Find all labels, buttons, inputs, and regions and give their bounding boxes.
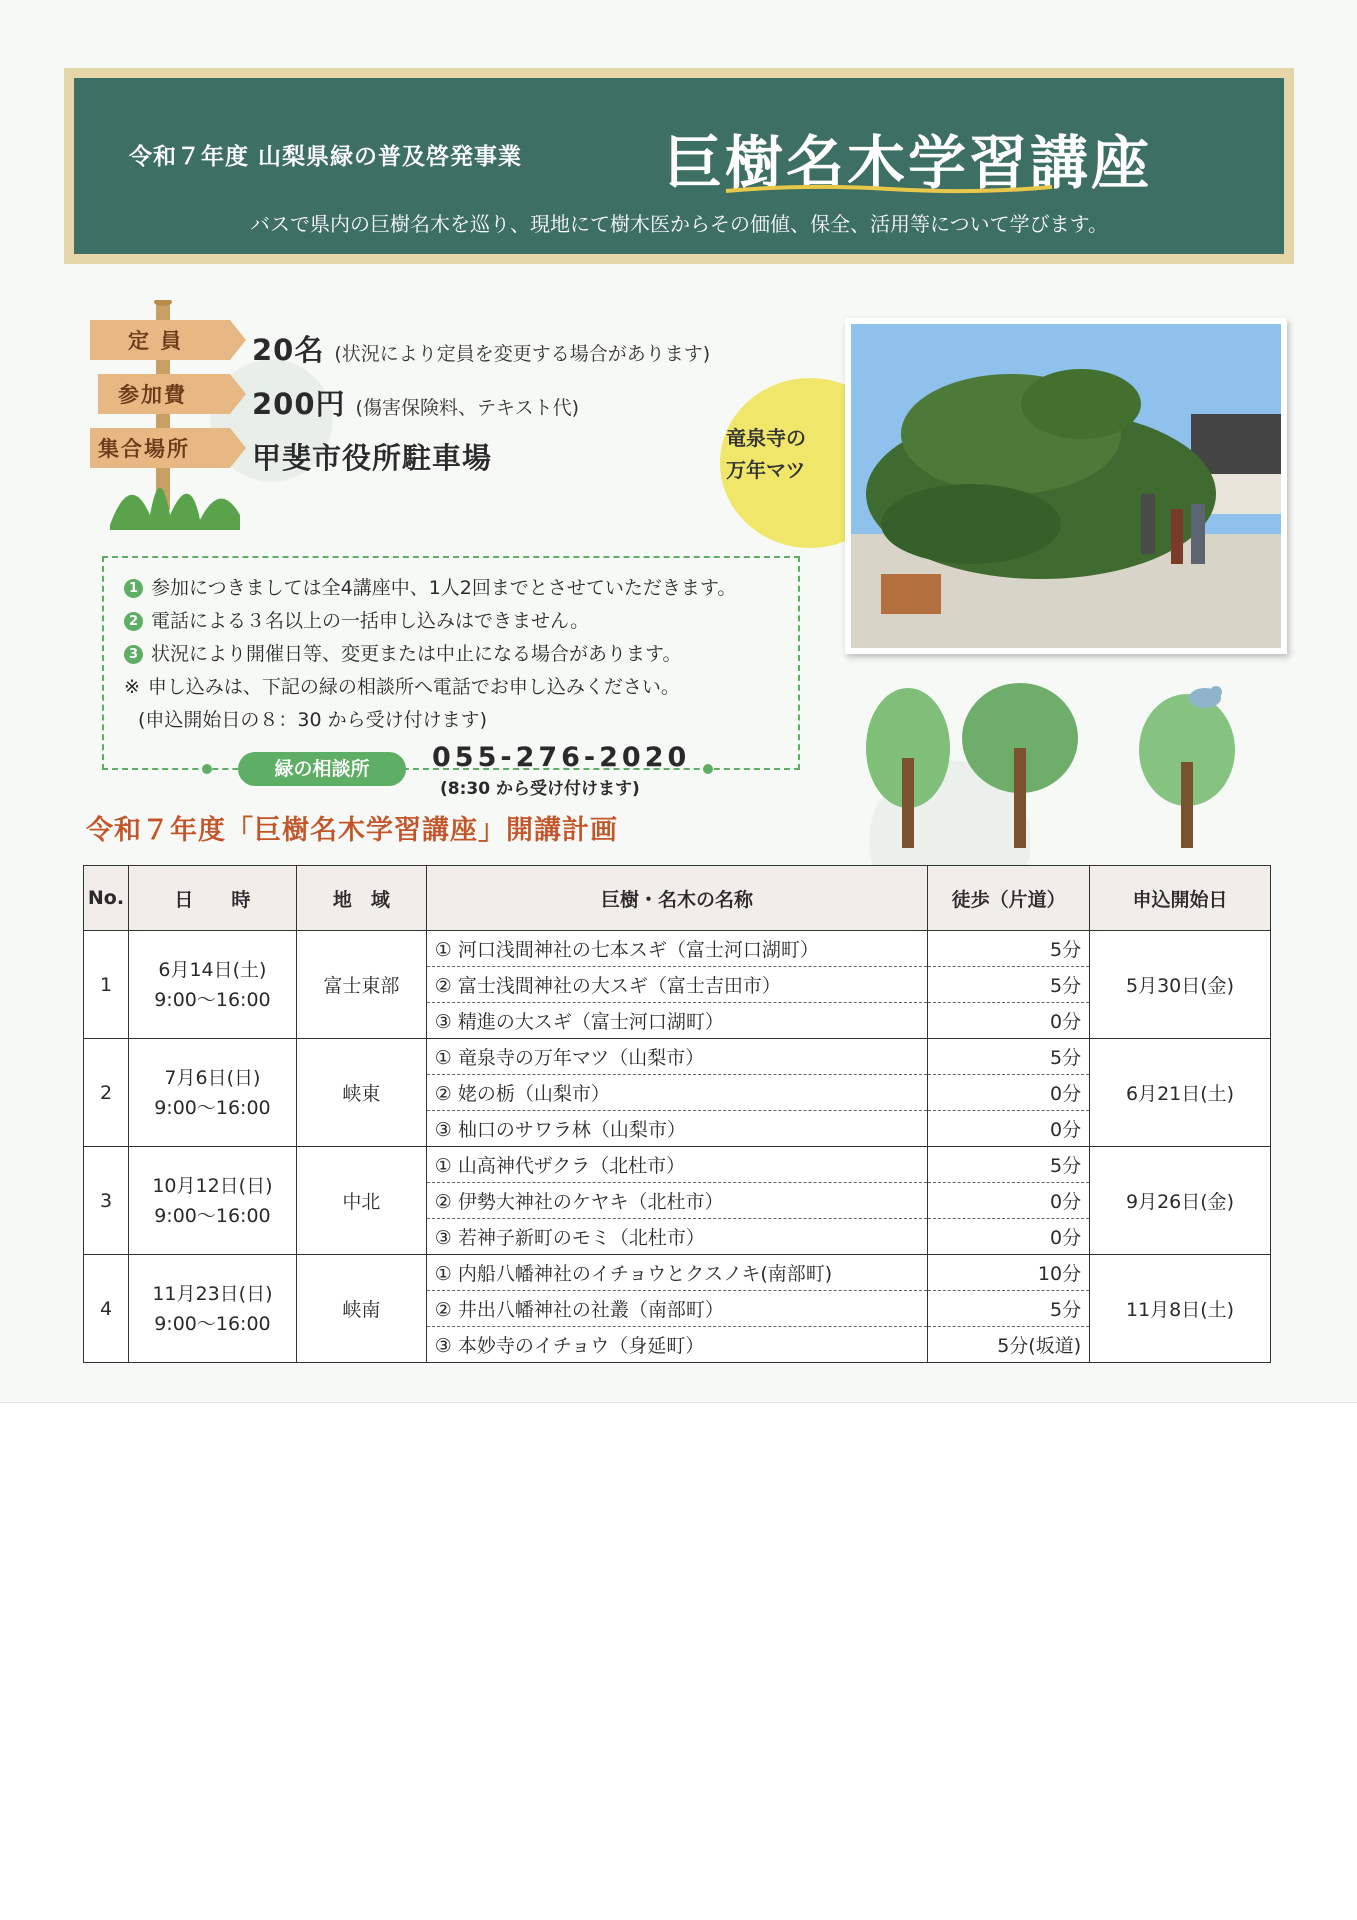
apply-time-note xyxy=(124,704,736,737)
tree-name: ① 山高神代ザクラ（北杜市） xyxy=(426,1147,927,1183)
fee-note: (傷害保険料、テキスト代) xyxy=(355,397,579,419)
walk-time: 5分 xyxy=(928,1147,1090,1183)
schedule-table xyxy=(83,865,1271,1363)
session-no: 3 xyxy=(84,1147,129,1255)
note-text: 状況により開催日等、変更または中止になる場合があります。 xyxy=(151,643,682,665)
session-no: 2 xyxy=(84,1039,129,1147)
header-apply-date: 申込開始日 xyxy=(1090,866,1271,931)
fee-label: 参加費 xyxy=(118,383,187,407)
walk-time: 5分 xyxy=(928,1039,1090,1075)
walk-time: 5分 xyxy=(928,1291,1090,1327)
note-item xyxy=(124,605,736,638)
table-header-row xyxy=(84,866,1271,931)
tree-name: ③ 杣口のサワラ林（山梨市） xyxy=(426,1111,927,1147)
table-row xyxy=(84,1255,1271,1291)
tree-name: ② 姥の栃（山梨市） xyxy=(426,1075,927,1111)
header-area: 地 域 xyxy=(296,866,426,931)
session-area: 富士東部 xyxy=(296,931,426,1039)
header-no: No. xyxy=(84,866,129,931)
session-date: 11月23日(日) xyxy=(152,1282,273,1305)
capacity-note: (状況により定員を変更する場合があります) xyxy=(334,343,711,365)
session-date: 7月6日(日) xyxy=(164,1066,261,1089)
walk-time: 5分 xyxy=(928,931,1090,967)
photo-caption-line2: 万年マツ xyxy=(726,458,806,482)
consult-office-badge: 緑の相談所 xyxy=(238,752,406,786)
meeting-row xyxy=(252,436,492,477)
phone-number[interactable]: 055-276-2020 xyxy=(432,742,691,773)
session-datetime xyxy=(128,1147,296,1255)
session-no: 4 xyxy=(84,1255,129,1363)
capacity-label: 定 員 xyxy=(128,329,184,353)
tree-name: ② 伊勢大神社のケヤキ（北杜市） xyxy=(426,1183,927,1219)
session-time: 9:00～16:00 xyxy=(154,1204,271,1227)
notes-list xyxy=(124,572,736,737)
apply-start-date: 11月8日(土) xyxy=(1090,1255,1271,1363)
page-title: 巨樹名木学習講座 xyxy=(664,129,1153,197)
table-row xyxy=(84,1039,1271,1075)
session-date: 6月14日(土) xyxy=(158,958,267,981)
tree-name: ② 富士浅間神社の大スギ（富士吉田市） xyxy=(426,967,927,1003)
header-subtitle: 令和７年度 山梨県緑の普及啓発事業 xyxy=(129,144,523,170)
session-time: 9:00～16:00 xyxy=(154,1312,271,1335)
walk-time: 0分 xyxy=(928,1183,1090,1219)
page-edge xyxy=(0,1402,1357,1403)
trees-illustration xyxy=(860,678,1250,848)
capacity-row xyxy=(252,328,710,369)
walk-time: 5分(坂道) xyxy=(928,1327,1090,1363)
number-badge: 2 xyxy=(124,612,143,631)
walk-time: 0分 xyxy=(928,1075,1090,1111)
walk-time: 10分 xyxy=(928,1255,1090,1291)
apply-text: 申し込みは、下記の緑の相談所へ電話でお申し込みください。 xyxy=(147,676,680,698)
session-area: 峡南 xyxy=(296,1255,426,1363)
pine-tree-image xyxy=(851,324,1281,648)
apply-time-text: (申込開始日の８：30 から受け付けます) xyxy=(138,709,488,731)
number-badge: 3 xyxy=(124,645,143,664)
title-underline-decoration xyxy=(724,182,1054,196)
tree-name: ① 内船八幡神社のイチョウとクスノキ(南部町) xyxy=(426,1255,927,1291)
phone-hours: (8:30 から受け付けます) xyxy=(440,779,640,799)
apply-start-date: 5月30日(金) xyxy=(1090,931,1271,1039)
apply-start-date: 6月21日(土) xyxy=(1090,1039,1271,1147)
decorative-dot xyxy=(703,764,713,774)
tree-name: ① 河口浅間神社の七本スギ（富士河口湖町） xyxy=(426,931,927,967)
capacity-value: 20名 xyxy=(252,333,325,367)
fee-row xyxy=(252,382,579,423)
tree-name: ③ 本妙寺のイチョウ（身延町） xyxy=(426,1327,927,1363)
tree-name: ② 井出八幡神社の社叢（南部町） xyxy=(426,1291,927,1327)
note-text: 参加につきましては全4講座中、1人2回までとさせていただきます。 xyxy=(151,577,737,599)
tree-name: ③ 若神子新町のモミ（北杜市） xyxy=(426,1219,927,1255)
meeting-value: 甲斐市役所駐車場 xyxy=(252,441,493,475)
tree-name: ① 竜泉寺の万年マツ（山梨市） xyxy=(426,1039,927,1075)
session-time: 9:00～16:00 xyxy=(154,1096,271,1119)
note-item xyxy=(124,572,736,605)
session-datetime xyxy=(128,931,296,1039)
photo-caption xyxy=(726,422,836,486)
table-row xyxy=(84,931,1271,967)
tree-name: ③ 精進の大スギ（富士河口湖町） xyxy=(426,1003,927,1039)
walk-time: 0分 xyxy=(928,1111,1090,1147)
header-tree-name: 巨樹・名木の名称 xyxy=(426,866,927,931)
pine-tree-photo xyxy=(845,318,1287,654)
reference-mark: ※ xyxy=(124,676,140,698)
session-no: 1 xyxy=(84,931,129,1039)
header-datetime: 日 時 xyxy=(128,866,296,931)
header-walk: 徒歩（片道） xyxy=(928,866,1090,931)
session-area: 中北 xyxy=(296,1147,426,1255)
note-text: 電話による３名以上の一括申し込みはできません。 xyxy=(151,610,590,632)
apply-note xyxy=(124,671,736,704)
session-datetime xyxy=(128,1039,296,1147)
decorative-dot xyxy=(202,764,212,774)
walk-time: 0分 xyxy=(928,1219,1090,1255)
walk-time: 0分 xyxy=(928,1003,1090,1039)
session-date: 10月12日(日) xyxy=(152,1174,273,1197)
fee-value: 200円 xyxy=(252,387,346,421)
header-panel xyxy=(74,78,1284,254)
session-datetime xyxy=(128,1255,296,1363)
number-badge: 1 xyxy=(124,579,143,598)
notes-box xyxy=(102,556,800,770)
photo-caption-line1: 竜泉寺の xyxy=(726,426,806,450)
meeting-label: 集合場所 xyxy=(98,437,190,461)
plan-title: 令和７年度「巨樹名木学習講座」開講計画 xyxy=(86,815,618,846)
header-description: バスで県内の巨樹名木を巡り、現地にて樹木医からその価値、保全、活用等について学びます。 xyxy=(250,212,1108,236)
note-item xyxy=(124,638,736,671)
session-time: 9:00～16:00 xyxy=(154,988,271,1011)
walk-time: 5分 xyxy=(928,967,1090,1003)
session-area: 峡東 xyxy=(296,1039,426,1147)
header-banner xyxy=(64,68,1294,264)
apply-start-date: 9月26日(金) xyxy=(1090,1147,1271,1255)
table-row xyxy=(84,1147,1271,1183)
